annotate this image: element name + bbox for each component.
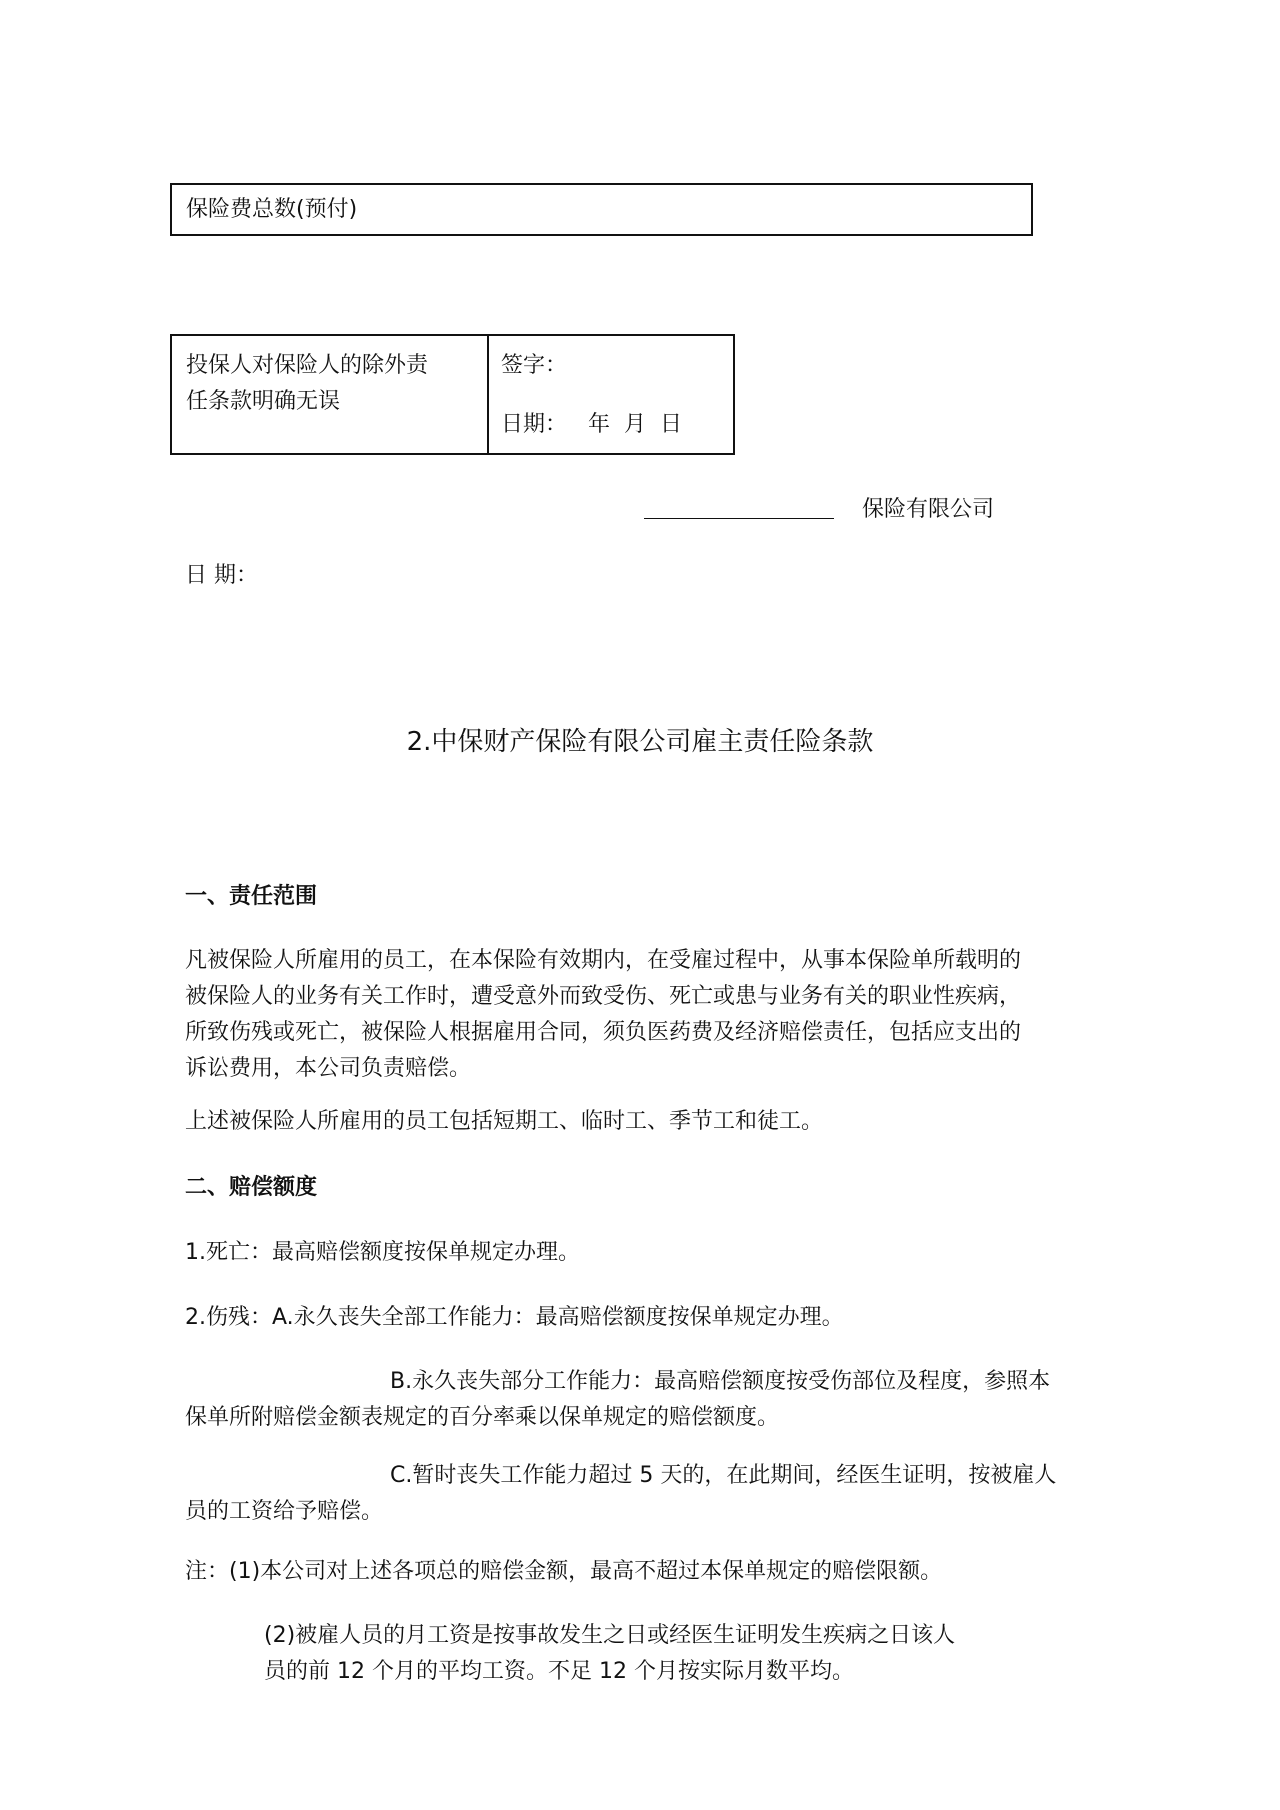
note-1: 注：(1)本公司对上述各项总的赔偿金额，最高不超过本保单规定的赔偿限额。	[185, 1559, 943, 1584]
paragraph-line: B.永久丧失部分工作能力：最高赔偿额度按受伤部位及程度，参照本	[390, 1369, 1051, 1394]
exclusion-line-1: 投保人对保险人的除外责	[186, 353, 429, 378]
paragraph-line: 保单所附赔偿金额表规定的百分率乘以保单规定的赔偿额度。	[185, 1405, 780, 1430]
paragraph-line: 员的工资给予赔偿。	[185, 1499, 384, 1524]
premium-total-label: 保险费总数(预付)	[186, 197, 358, 222]
signature-label: 签字：	[501, 353, 568, 378]
section-heading-liability-scope: 一、责任范围	[185, 884, 318, 909]
exclusion-line-2: 任条款明确无误	[186, 389, 341, 414]
premium-total-box	[170, 183, 1033, 236]
item-disability-a: 2.伤残：A.永久丧失全部工作能力：最高赔偿额度按保单规定办理。	[185, 1305, 844, 1330]
cell-divider	[487, 336, 489, 453]
paragraph-line: 诉讼费用，本公司负责赔偿。	[185, 1056, 472, 1081]
item-disability-b	[185, 1364, 1050, 1436]
document-title: 2.中保财产保险有限公司雇主责任险条款	[406, 727, 874, 757]
paragraph-line: (2)被雇人员的月工资是按事故发生之日或经医生证明发生疾病之日该人	[264, 1623, 956, 1648]
exclusion-confirmation-box	[170, 334, 735, 455]
paragraph-line: 所致伤残或死亡，被保险人根据雇用合同，须负医药费及经济赔偿责任，包括应支出的	[185, 1020, 1022, 1045]
date-label: 日 期：	[185, 563, 258, 588]
paragraph-line: C.暂时丧失工作能力超过 5 天的，在此期间，经医生证明，按被雇人	[390, 1463, 1057, 1488]
note-2	[264, 1618, 955, 1690]
paragraph-line: 被保险人的业务有关工作时，遭受意外而致受伤、死亡或患与业务有关的职业性疾病，	[185, 984, 1022, 1009]
employee-scope-paragraph: 上述被保险人所雇用的员工包括短期工、临时工、季节工和徒工。	[185, 1109, 824, 1134]
exclusion-confirmation-text	[186, 348, 428, 420]
signature-date-label: 日期： 年 月 日	[501, 412, 682, 437]
company-name-blank	[644, 488, 834, 519]
paragraph-line: 凡被保险人所雇用的员工，在本保险有效期内，在受雇过程中，从事本保险单所载明的	[185, 948, 1022, 973]
company-suffix: 保险有限公司	[862, 497, 995, 522]
section-heading-compensation-limits: 二、赔偿额度	[185, 1175, 318, 1200]
item-disability-c	[185, 1458, 1056, 1530]
liability-paragraph	[185, 943, 1021, 1087]
paragraph-line: 员的前 12 个月的平均工资。不足 12 个月按实际月数平均。	[264, 1659, 854, 1684]
item-death: 1.死亡：最高赔偿额度按保单规定办理。	[185, 1240, 580, 1265]
